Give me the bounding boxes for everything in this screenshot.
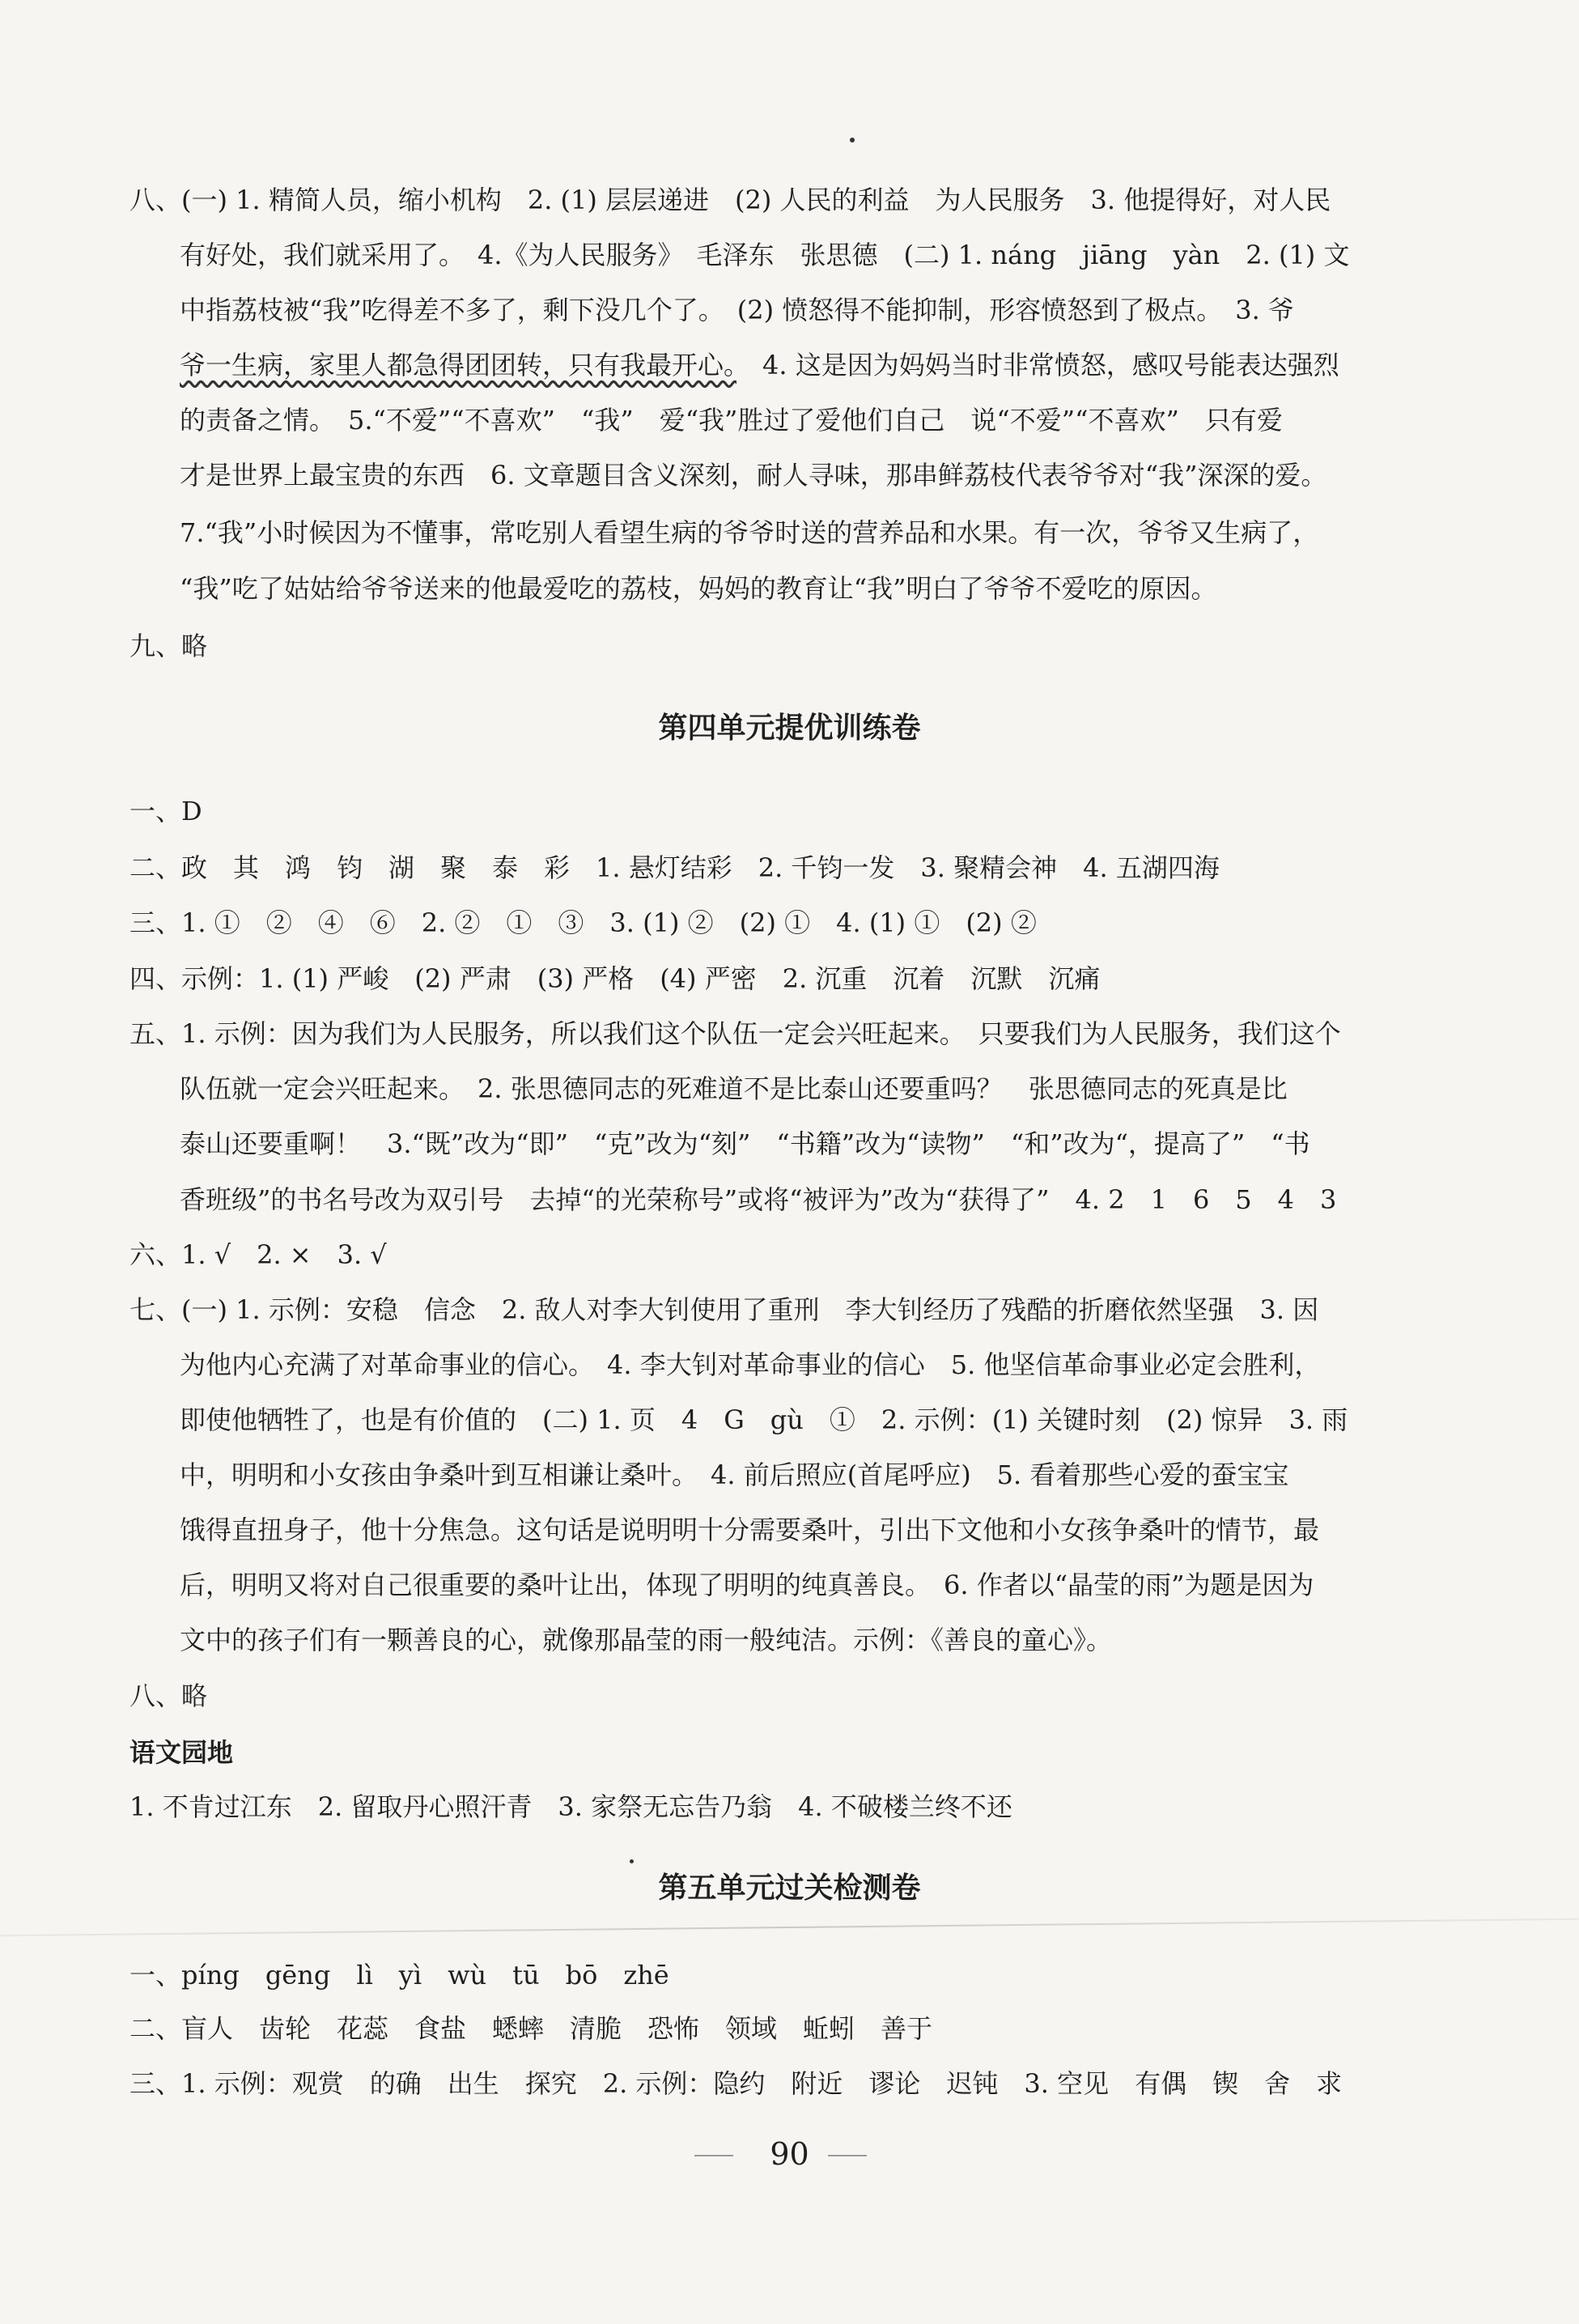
u4-q5-line-2: 队伍就一定会兴旺起来。 2. 张思德同志的死难道不是比泰山还要重吗？ 张思德同志的死真是比 — [180, 1073, 1288, 1104]
unit5-title: 第五单元过关检测卷 — [658, 1872, 921, 1905]
q8-line-2: 有好处，我们就采用了。 4.《为人民服务》 毛泽东 张思德 (二) 1. náng jiāng yàn 2. (1) 文 — [180, 240, 1350, 270]
u5-q3: 三、1. 示例：观赏 的确 出生 探究 2. 示例：隐约 附近 谬论 迟钝 3. 空见 有偶 锲 舍 求 — [129, 2068, 1343, 2099]
u4-q2: 二、政 其 鸿 钧 湖 聚 泰 彩 1. 悬灯结彩 2. 千钧一发 3. 聚精会神 4. 五湖四海 — [129, 852, 1220, 883]
u4-q6: 六、1. √ 2. × 3. √ — [129, 1239, 387, 1270]
u4-q5-line-1: 五、1. 示例：因为我们为人民服务，所以我们这个队伍一定会兴旺起来。 只要我们为人民服务，我们这个 — [129, 1018, 1341, 1049]
u4-q7-line-3: 即使他牺牲了，也是有价值的 (二) 1. 页 4 G gù ① 2. 示例：(1) 关键时刻 (2) 惊异 3. 雨 — [180, 1404, 1348, 1435]
u4-q7-line-1: 七、(一) 1. 示例：安稳 信念 2. 敌人对李大钊使用了重刑 李大钊经历了残酷的折磨依然坚强 3. 因 — [129, 1294, 1319, 1325]
q8-line-8: “我”吃了姑姑给爷爷送来的他最爱吃的荔枝，妈妈的教育让“我”明白了爷爷不爱吃的原因。 — [180, 573, 1217, 604]
u4-q7-line-7: 文中的孩子们有一颗善良的心，就像那晶莹的雨一般纯洁。示例：《善良的童心》。 — [180, 1625, 1113, 1655]
u4-q3: 三、1. ① ② ④ ⑥ 2. ② ① ③ 3. (1) ② (2) ① 4. (1) ① (2) ② — [129, 907, 1037, 938]
u5-q1: 一、píng gēng lì yì wù tū bō zhē — [129, 1960, 669, 1990]
u4-q1: 一、D — [129, 796, 202, 826]
q8-line-5: 的责备之情。 5.“不爱”“不喜欢” “我” 爱“我”胜过了爱他们自己 说“不爱”“不喜欢” 只有爱 — [180, 405, 1283, 435]
q8-line-1: 八、(一) 1. 精简人员，缩小机构 2. (1) 层层递进 (2) 人民的利益 为人民服务 3. 他提得好，对人民 — [129, 185, 1331, 215]
wavy-underlined-sentence: 爷一生病，家里人都急得团团转，只有我最开心。 — [180, 350, 737, 380]
u4-q5-line-4: 香班级”的书名号改为双引号 去掉“的光荣称号”或将“被评为”改为“获得了” 4. 2 1 6 5 4 3 — [180, 1184, 1337, 1215]
q8-line-6: 才是世界上最宝贵的东西 6. 文章题目含义深刻，耐人寻味，那串鲜荔枝代表爷爷对“我”深深的爱。 — [180, 460, 1327, 491]
u4-q4: 四、示例：1. (1) 严峻 (2) 严肃 (3) 严格 (4) 严密 2. 沉重 沉着 沉默 沉痛 — [129, 963, 1101, 994]
q9-line: 九、略 — [129, 631, 208, 661]
page-number-rule-right — [828, 2155, 867, 2156]
stray-dot — [850, 138, 855, 142]
u4-q7-line-6: 后，明明又将对自己很重要的桑叶让出，体现了明明的纯真善良。 6. 作者以“晶莹的雨”为题是因为 — [180, 1570, 1314, 1600]
u5-q2: 二、盲人 齿轮 花蕊 食盐 蟋蟀 清脆 恐怖 领域 蚯蚓 善于 — [129, 2013, 933, 2044]
chinese-garden-title: 语文园地 — [129, 1737, 234, 1768]
q8-line-4 — [180, 347, 1458, 383]
page-fold-line — [0, 1918, 1579, 1936]
unit4-title: 第四单元提优训练卷 — [658, 712, 921, 745]
u4-q5-line-3: 泰山还要重啊！ 3.“既”改为“即” “克”改为“刻” “书籍”改为“读物” “和”改为“，提高了” “书 — [180, 1128, 1310, 1159]
u4-q7-line-5: 饿得直扭身子，他十分焦急。这句话是说明明十分需要桑叶，引出下文他和小女孩争桑叶的情节，最 — [180, 1515, 1320, 1545]
page-number: 90 — [770, 2136, 809, 2172]
u4-q8: 八、略 — [129, 1680, 208, 1711]
stray-dot-2 — [630, 1859, 634, 1863]
q8-line-3: 中指荔枝被“我”吃得差不多了，剩下没几个了。 (2) 愤怒得不能抑制，形容愤怒到了极点。 3. 爷 — [180, 295, 1294, 325]
q8-line-7: 7.“我”小时候因为不懂事，常吃别人看望生病的爷爷时送的营养品和水果。有一次，爷爷又生病了， — [180, 517, 1319, 548]
q8-line-4-rest: 4. 这是因为妈妈当时非常愤怒，感叹号能表达强烈 — [736, 350, 1339, 380]
chinese-garden-answers: 1. 不肯过江东 2. 留取丹心照汗青 3. 家祭无忘告乃翁 4. 不破楼兰终不还 — [129, 1791, 1012, 1822]
u4-q7-line-2: 为他内心充满了对革命事业的信心。 4. 李大钊对革命事业的信心 5. 他坚信革命事业必定会胜利， — [180, 1349, 1321, 1380]
u4-q7-line-4: 中，明明和小女孩由争桑叶到互相谦让桑叶。 4. 前后照应(首尾呼应) 5. 看着那些心爱的蚕宝宝 — [180, 1459, 1289, 1490]
